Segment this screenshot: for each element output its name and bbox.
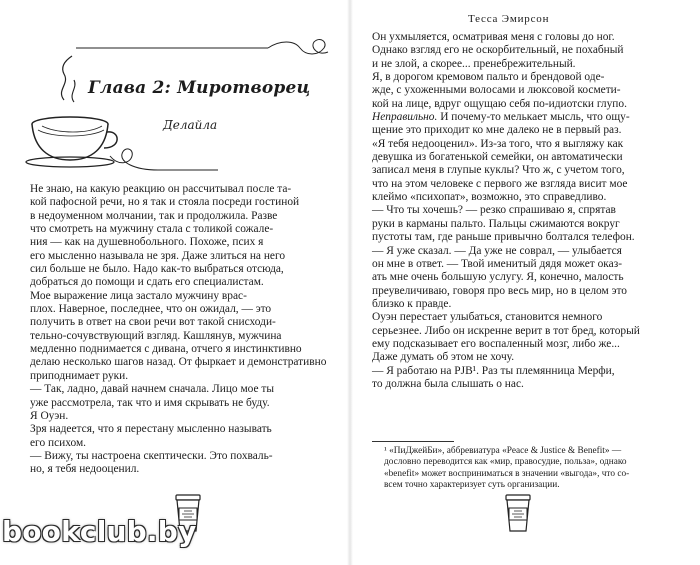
text-line: Даже думать об этом не хочу. (372, 351, 515, 364)
text-line: Я, в дорогом кремовом пальто и брендовой оде- (372, 71, 605, 84)
text-line: жде, с ухоженными волосами и люксовой космети- (372, 84, 621, 97)
footnote-line: «benefit» может восприниматься в значении «выгода», что со- (384, 468, 630, 479)
text-line: Зря надеется, что я перестану мысленно называть (30, 423, 272, 436)
footnote-line: дословно переводится как «мир, правосудие, польза», однако (384, 457, 627, 468)
right-page-body (372, 31, 672, 391)
text-line: в недоуменном молчании, так и продолжила. Разве (30, 209, 278, 222)
text-line: что смотреть на мужчину стала с толикой сожале- (30, 223, 274, 236)
text-line: что на этом человеке с первого же взгляда висит мое (372, 177, 628, 190)
text-line: делаю несколько шагов назад. От фыркает и демонстративно (30, 356, 327, 369)
text-line: серьезнее. Либо он искренне верит в тот бред, который (372, 324, 640, 337)
text-line: руки в карманы пальто. Пальцы сжимаются вокруг (372, 217, 620, 230)
running-head: Тесса Эмирсон (468, 13, 550, 25)
text-line: преувеличиваю, говоря про весь мир, но в целом это (372, 284, 628, 297)
text-line: девушка из богатенькой семейки, он автоматически (372, 151, 623, 164)
text-line: — Так, ладно, давай начнем сначала. Лицо мое ты (30, 383, 275, 396)
text-line: Оуэн перестает улыбаться, становится немного (372, 311, 603, 324)
text-line: Мое выражение лица застало мужчину врас- (30, 289, 247, 302)
text-line: — Что ты хочешь? — резко спрашиваю я, спрятав (372, 204, 616, 217)
site-watermark: bookclub.by (2, 515, 197, 548)
text-line: то должна была слышать о нас. (372, 377, 524, 390)
text-line: тельно-сочувствующий взгляд. Кашлянув, мужчина (30, 329, 282, 342)
text-line: ния — как на душевнобольного. Похоже, псих я (30, 236, 264, 249)
text-line: и не злой, а скорее... пренебрежительный. (372, 57, 576, 70)
footnote-line: всем точно характеризует суть организации. (384, 480, 560, 491)
text-line: Однако взгляд его не оскорбительный, не похабный (372, 44, 624, 57)
text-line: близко к правде. (372, 297, 452, 310)
text-line: приподнимает руки. (30, 369, 129, 382)
text-line: он мне в ответ. — Твой именитый дядя может оказ- (372, 257, 623, 270)
chapter-title: Глава 2: Миротворец (88, 78, 311, 98)
text-line: уже рассмотрела, так что и имя скрывать не буду. (30, 396, 270, 409)
footnote-rule (372, 441, 454, 442)
text-line: Неправильно. И почему-то мелькает мысль, что ощу- (372, 111, 630, 124)
text-line: кой на лице, вдруг ощущаю себя по-идиотски глупо. (372, 97, 627, 110)
chapter-ornament-coffee-cup-icon (18, 30, 338, 180)
coffee-takeaway-cup-icon (500, 493, 536, 533)
text-line: Я Оуэн. (30, 409, 69, 422)
chapter-subtitle: Делайла (163, 118, 218, 132)
text-line: пустоты там, где раньше привычно болтался телефон. (372, 231, 635, 244)
text-line: — Я работаю на PJB¹. Раз ты племянница Мерфи, (372, 364, 615, 377)
text-line: получить в ответ на свои речи вот такой снисходи- (30, 316, 276, 329)
footnote-line: ¹ «ПиДжейБи», аббревиатура «Peace & Justice & Benefit» — (384, 446, 622, 456)
text-line: Он ухмыляется, осматривая меня с головы до ног. (372, 31, 615, 43)
text-line: щение это приходит ко мне далеко не в первый раз. (372, 124, 622, 137)
text-line: ать мне очень большую услугу. Я, конечно, малость (372, 271, 624, 284)
text-line: плох. Наверное, последнее, что он ожидал, — это (30, 303, 272, 316)
text-line: кой пафосной речи, но я так и стояла посреди гостиной (30, 196, 300, 209)
text-line: но, я тебя недооценил. (30, 463, 140, 476)
text-line: «Я тебя недооценил». Из-за того, что я выгляжу как (372, 137, 624, 150)
text-line: ему подсказывает его воспаленный мозг, либо же... (372, 337, 620, 350)
text-line: его мысленно называла не зря. Даже злиться на него (30, 249, 286, 262)
text-line: сил больше не было. Надо как-то выбраться отсюда, (30, 263, 284, 276)
emphasized-word: Неправильно. (372, 111, 438, 124)
text-line: Не знаю, на какую реакцию он рассчитывал после та- (30, 183, 292, 195)
text-line: — Вижу, ты настроена скептически. Это похваль- (30, 449, 273, 462)
text-line: записал меня в глупые куклы? Что ж, с учетом того, (372, 164, 625, 177)
left-page-body (30, 183, 326, 477)
footnote (384, 446, 680, 492)
text-line: его психом. (30, 436, 87, 449)
text-line: медленно поднимается с дивана, отчего я инстинктивно (30, 343, 302, 356)
text-line: добраться до помощи и сдать его специалистам. (30, 276, 264, 289)
text-line: — Я уже сказал. — Да уже не соврал, — улыбается (372, 244, 622, 257)
text-line: клеймо «психопат», возможно, это справедливо. (372, 191, 607, 204)
